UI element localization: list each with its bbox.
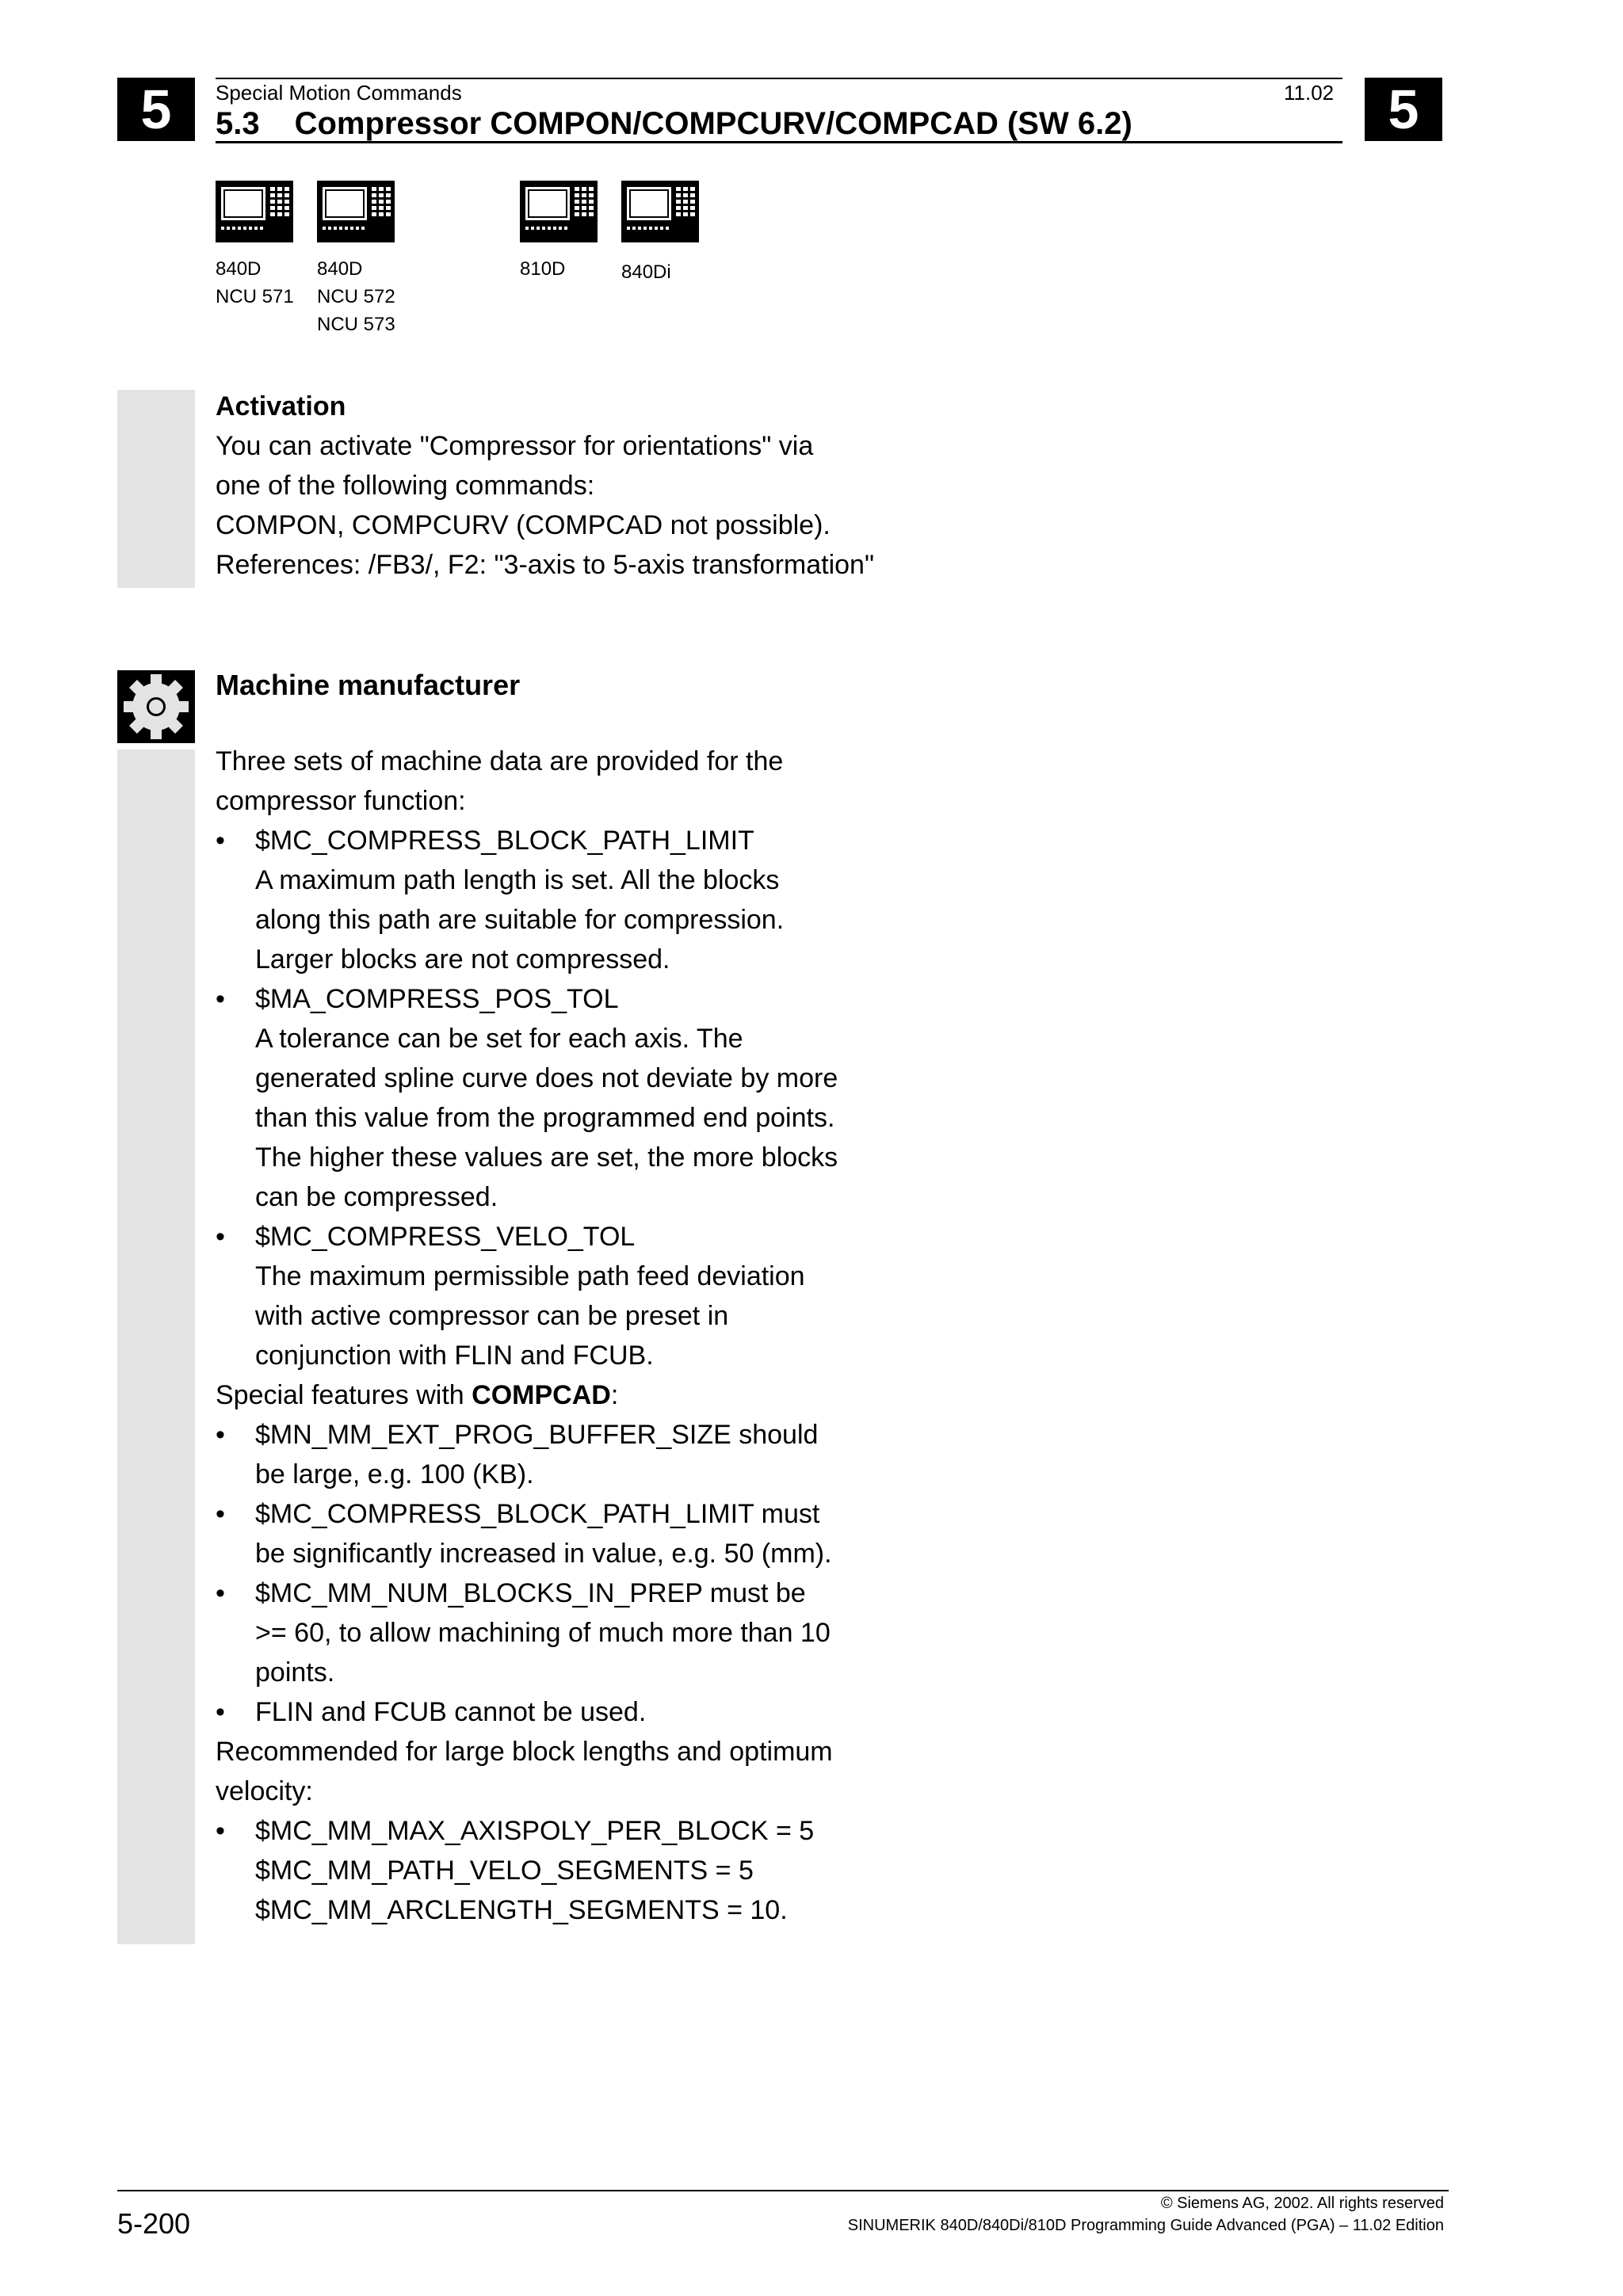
- control-840di: [621, 181, 699, 283]
- list-item: • $MC_COMPRESS_BLOCK_PATH_LIMIT must be significantly increased in value, e.g. 50 (mm).: [216, 1499, 832, 1569]
- machine-data-name: $MC_COMPRESS_BLOCK_PATH_LIMIT: [255, 826, 754, 856]
- machine-manufacturer-marker: [117, 670, 195, 743]
- controller-panel-icon: [216, 181, 293, 242]
- list-item: • $MC_MM_MAX_AXISPOLY_PER_BLOCK = 5 $MC_MM_PATH_VELO_SEGMENTS = 5 $MC_MM_ARCLENGTH_SEGMENTS = 10.: [216, 1816, 815, 1925]
- special-features-line: Special features with COMPCAD:: [216, 1380, 619, 1410]
- list-item: • $MC_MM_NUM_BLOCKS_IN_PREP must be >= 60, to allow machining of much more than 10 points.: [216, 1578, 831, 1688]
- machine-data-name: $MA_COMPRESS_POS_TOL: [255, 984, 619, 1014]
- activation-line: COMPON, COMPCURV (COMPCAD not possible).: [216, 510, 831, 540]
- control-label: 810D: [520, 258, 566, 280]
- header-rule-bottom: [216, 141, 1342, 143]
- list-item: • FLIN and FCUB cannot be used.: [216, 1697, 647, 1727]
- control-label: 840Di: [621, 261, 671, 283]
- controller-panel-icon: [621, 181, 699, 242]
- list-item: • $MC_COMPRESS_BLOCK_PATH_LIMIT A maximum path length is set. All the blocks along this path are suitable for compression. Larger blocks are not compressed.: [216, 821, 838, 979]
- chapter-number-right: 5: [1365, 78, 1442, 141]
- machine-data-name: $MC_COMPRESS_VELO_TOL: [255, 1222, 636, 1252]
- section-number: 5.3: [216, 106, 260, 141]
- control-label: 840D NCU 571: [216, 258, 294, 307]
- control-840d-ncu571: [216, 181, 294, 307]
- control-840d-ncu572-573: [317, 181, 395, 335]
- machine-manufacturer-sidebar: [117, 749, 195, 1944]
- intro-line: compressor function:: [216, 786, 466, 816]
- recommended-line: velocity:: [216, 1776, 313, 1806]
- activation-line: You can activate "Compressor for orientations" via: [216, 431, 814, 461]
- activation-section: [216, 387, 874, 585]
- section-name: Special Motion Commands: [216, 81, 462, 105]
- activation-line: References: /FB3/, F2: "3-axis to 5-axis transformation": [216, 550, 875, 580]
- control-label: 840D NCU 572 NCU 573: [317, 258, 395, 335]
- chapter-number-left: 5: [117, 78, 195, 141]
- activation-sidebar: [117, 390, 195, 588]
- page-title: [216, 106, 1132, 142]
- list-item: • $MN_MM_EXT_PROG_BUFFER_SIZE should be large, e.g. 100 (KB).: [216, 1420, 819, 1489]
- controller-panel-icon: [520, 181, 598, 242]
- gear-icon: [117, 670, 195, 743]
- footer-rule: [117, 2190, 1449, 2191]
- control-810d: [520, 181, 598, 280]
- edition-date: 11.02: [1284, 81, 1335, 105]
- machine-manufacturer-heading: Machine manufacturer: [216, 669, 521, 701]
- activation-heading: Activation: [216, 391, 346, 421]
- intro-line: Three sets of machine data are provided for the: [216, 746, 784, 776]
- header-rule-top: [216, 78, 1342, 79]
- activation-line: one of the following commands:: [216, 471, 595, 501]
- list-item: • $MC_COMPRESS_VELO_TOL The maximum permissible path feed deviation with active compressor can be preset in conjunction with FLIN and FCUB.: [216, 1217, 838, 1375]
- copyright-notice: © Siemens AG, 2002. All rights reserved: [1160, 2195, 1444, 2212]
- document-title: SINUMERIK 840D/840Di/810D Programming Guide Advanced (PGA) – 11.02 Edition: [847, 2217, 1444, 2234]
- list-item: • $MA_COMPRESS_POS_TOL A tolerance can be set for each axis. The generated spline curve does not deviate by more than this value from the programmed end points. The higher these values are set, the more blocks can be compressed.: [216, 979, 838, 1217]
- machine-manufacturer-body: [216, 742, 838, 1930]
- section-title: Compressor COMPON/COMPCURV/COMPCAD (SW 6.2): [294, 106, 1132, 141]
- page-number: 5-200: [117, 2207, 191, 2240]
- controller-panel-icon: [317, 181, 395, 242]
- recommended-line: Recommended for large block lengths and optimum: [216, 1737, 833, 1767]
